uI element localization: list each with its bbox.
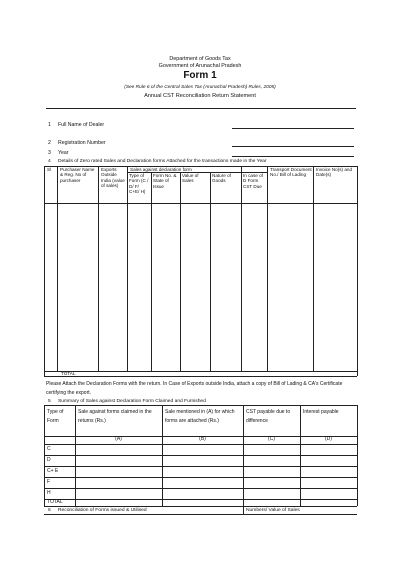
row-form-c-plus-e: C+ E [47, 468, 59, 474]
col-interest-header: Interest payable [303, 409, 339, 415]
col-form-type-header: Type of Form (C / D/ F/ C+E/ H) [129, 173, 149, 194]
rule-reference: (See Rule 6 of the Central Sales Tax (Arunachal Pradesh) Rules, 2005) [124, 85, 276, 90]
col-code-d: (D) [325, 436, 332, 442]
field-3-number: 3 [48, 150, 51, 156]
field-2-number: 2 [48, 140, 51, 146]
dealer-name-input-line[interactable] [232, 128, 354, 129]
col-purchaser-header: Purchaser Name & Reg. No of purchaser [60, 167, 95, 183]
section-6-number: 6 [48, 508, 51, 513]
section-5-title: Summary of Sales against Declaration Form Claimed and Furnished [58, 399, 206, 404]
field-1-number: 1 [48, 122, 51, 128]
section-6-right-label: Numbers/ Value of Sales [246, 508, 300, 513]
row-form-d: D [47, 457, 51, 463]
department-name: Department of Goods Tax [169, 56, 231, 62]
attach-declaration-note: Please Attach the Declaration Forms with the return. In Case of Exports outside India, attach a copy of Bill of Lading & CA's Certificate certifying the export. [46, 381, 343, 396]
field-year-label: Year [58, 150, 69, 156]
col-type-of-form-header: Type of Form [47, 409, 64, 424]
col-nature-goods-header: Nature of Goods [212, 173, 231, 184]
statement-title: Annual CST Reconciliation Return Statement [144, 93, 256, 99]
col-group-sales-declaration-header: Sales against declaration form [130, 167, 192, 172]
col-code-c: (C) [268, 436, 275, 442]
col-exports-header: Exports Outside India (value of sales) [101, 167, 125, 188]
col-code-b: (B) [199, 436, 206, 442]
section-4-title: Details of Zero rated Sales and Declaration forms Attached for the transactions made in the Year [58, 159, 267, 164]
year-input-line[interactable] [232, 156, 354, 157]
row-total: TOTAL [47, 499, 63, 505]
field-dealer-name-label: Full Name of Dealer [58, 122, 105, 128]
col-value-sales-header: Value of Sales [182, 173, 199, 184]
col-transport-doc-header: Transport Document No./ Bill of Lading [270, 167, 312, 178]
table-total-label: TOTAL [61, 371, 76, 376]
section-5-number: 5 [48, 399, 51, 404]
col-sale-claimed-header: Sale against forms claimed in the returns (Rs.) [78, 409, 152, 424]
registration-input-line[interactable] [232, 146, 354, 147]
field-registration-label: Registration Number [58, 140, 106, 146]
col-form-no-header: Form No. & State of Issue [153, 173, 177, 189]
row-form-h: H [47, 490, 51, 496]
col-d-form-cst-header: In case of D Form CST Due [243, 173, 263, 189]
section-6-title: Reconciliation of Forms issued & Utilised [58, 508, 147, 513]
header-divider [46, 108, 356, 109]
section-6-divider [44, 514, 357, 515]
section-4-number: 4 [48, 159, 51, 164]
government-name: Government of Arunachal Pradesh [158, 63, 242, 69]
row-form-c: C [47, 446, 51, 452]
col-invoice-header: Invoice No(s) and Date(s) [316, 167, 353, 178]
section-6-separator [243, 506, 244, 514]
form-title: Form 1 [183, 70, 217, 81]
col-sale-attached-header: Sale mentioned in (A) for which forms are attached (Rs.) [165, 409, 235, 424]
col-sl-header: Sl [47, 167, 52, 172]
col-code-a: (A) [115, 436, 122, 442]
col-cst-payable-header: CST payable due to difference [246, 409, 291, 424]
row-form-f: F [47, 479, 51, 485]
